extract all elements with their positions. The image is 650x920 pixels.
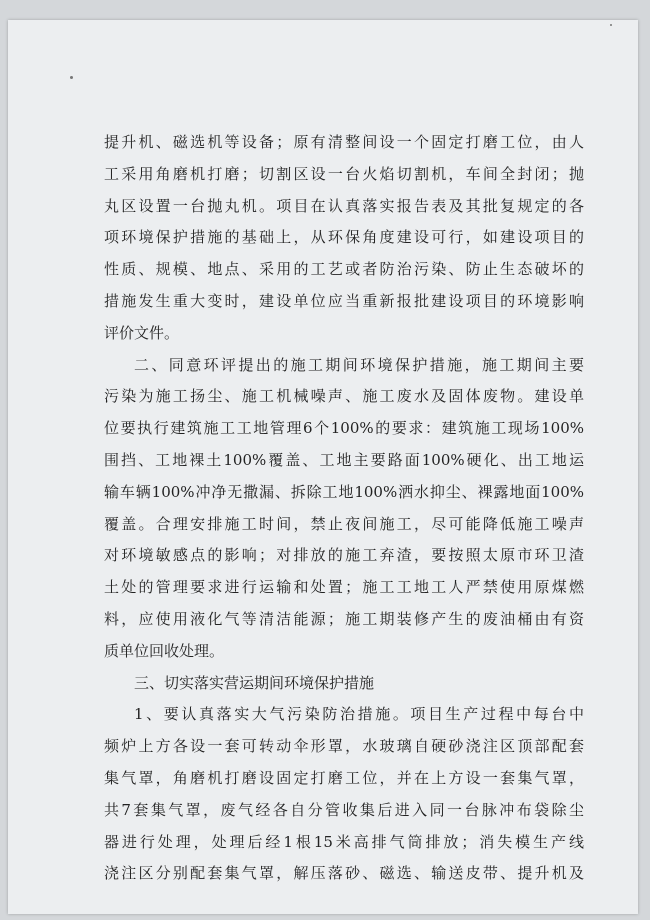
text-line: 二、同意环评提出的施工期间环境保护措施，施工期间主要	[134, 355, 584, 374]
text-line: 质单位回收处理。	[104, 641, 225, 660]
text-line: 浇注区分别配套集气罩，解压落砂、磁选、输送皮带、提升机及	[104, 864, 584, 883]
text-line: 项环境保护措施的基础上，从环保角度建设可行，如建设项目的	[104, 228, 584, 247]
text-line: 共7套集气罩，废气经各自分管收集后进入同一台脉冲布袋除尘	[104, 800, 584, 819]
text-line: 工采用角磨机打磨；切割区设一台火焰切割机，车间全封闭；抛	[104, 164, 584, 183]
text-line: 1、要认真落实大气污染防治措施。项目生产过程中每台中	[134, 705, 584, 724]
document-page	[8, 20, 638, 914]
text-line: 位要执行建筑施工工地管理6个100%的要求：建筑施工现场100%	[104, 419, 584, 438]
text-line: 土处的管理要求进行运输和处置；施工工地工人严禁使用原煤燃	[104, 578, 584, 597]
text-line: 提升机、磁选机等设备；原有清整间设一个固定打磨工位，由人	[104, 133, 584, 151]
text-line: 措施发生重大变时，建设单位应当重新报批建设项目的环境影响	[104, 291, 584, 310]
text-line: 频炉上方各设一套可转动伞形罩，水玻璃自硬砂浇注区顶部配套	[104, 737, 584, 756]
text-line: 料，应使用液化气等清洁能源；施工期装修产生的废油桶由有资	[104, 609, 584, 628]
text-line: 集气罩，角磨机打磨设固定打磨工位，并在上方设一套集气罩，	[104, 768, 584, 787]
text-line: 丸区设置一台抛丸机。项目在认真落实报告表及其批复规定的各	[104, 196, 584, 215]
text-line: 污染为施工扬尘、施工机械噪声、施工废水及固体废物。建设单	[104, 387, 584, 406]
text-line: 性质、规模、地点、采用的工艺或者防治污染、防止生态破坏的	[104, 260, 584, 279]
text-line: 对环境敏感点的影响；对排放的施工弃渣，要按照太原市环卫渣	[104, 546, 584, 565]
speck-mark	[70, 76, 73, 79]
text-line: 评价文件。	[104, 323, 180, 342]
text-line: 围挡、工地裸土100%覆盖、工地主要路面100%硬化、出工地运	[104, 450, 584, 469]
speck-mark	[610, 24, 612, 26]
text-line: 器进行处理，处理后经1根15米高排气筒排放；消失模生产线	[104, 832, 584, 851]
document-body	[104, 127, 584, 890]
text-line: 三、切实落实营运期间环境保护措施	[134, 673, 375, 692]
text-line: 覆盖。合理安排施工时间，禁止夜间施工，尽可能降低施工噪声	[104, 514, 584, 533]
text-line: 输车辆100%冲净无撒漏、拆除工地100%洒水抑尘、裸露地面100%	[104, 482, 584, 501]
